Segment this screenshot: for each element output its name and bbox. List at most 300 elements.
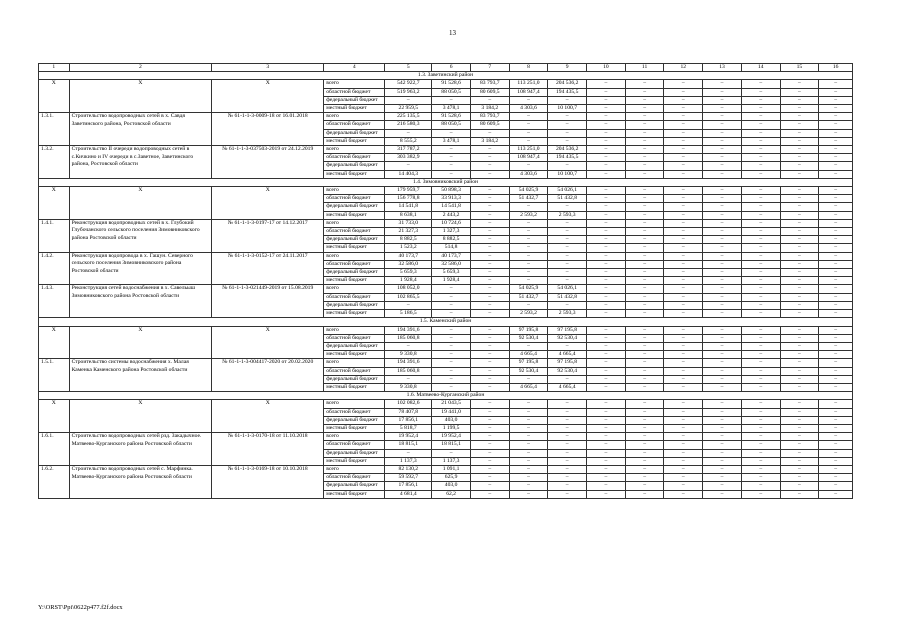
empty-value: – <box>587 195 626 203</box>
empty-value: – <box>780 170 819 178</box>
empty-value: – <box>664 187 703 195</box>
empty-value: – <box>780 474 819 482</box>
amount-value: 156 778,8 <box>385 195 432 203</box>
empty-value: – <box>819 482 853 490</box>
amount-value: – <box>509 433 548 441</box>
funding-source: федеральный бюджет <box>324 301 385 309</box>
empty-value: – <box>625 301 664 309</box>
empty-value: – <box>819 187 853 195</box>
amount-value: – <box>509 277 548 285</box>
empty-value: – <box>625 80 664 88</box>
amount-value: 303 382,9 <box>385 154 432 162</box>
empty-value: – <box>741 113 780 121</box>
empty-value: – <box>625 252 664 260</box>
column-number: 13 <box>703 64 742 72</box>
funding-source: всего <box>324 219 385 227</box>
funding-source: всего <box>324 285 385 293</box>
amount-value: 2 443,2 <box>432 211 471 219</box>
empty-value: – <box>703 441 742 449</box>
amount-value: 5 659,3 <box>432 269 471 277</box>
empty-value: – <box>780 285 819 293</box>
empty-value: – <box>819 383 853 391</box>
empty-value: – <box>819 269 853 277</box>
empty-value: – <box>819 277 853 285</box>
funding-source: областной бюджет <box>324 474 385 482</box>
amount-value: – <box>470 260 509 268</box>
empty-value: – <box>587 400 626 408</box>
amount-value: 403,0 <box>432 482 471 490</box>
column-number: 14 <box>741 64 780 72</box>
empty-value: – <box>741 301 780 309</box>
empty-value: – <box>741 457 780 465</box>
funding-source: всего <box>324 326 385 334</box>
empty-value: – <box>587 228 626 236</box>
empty-value: – <box>741 88 780 96</box>
amount-value: – <box>548 433 587 441</box>
empty-value: – <box>664 269 703 277</box>
amount-value: – <box>548 408 587 416</box>
empty-value: – <box>625 162 664 170</box>
amount-value: 194 391,6 <box>385 359 432 367</box>
funding-source: областной бюджет <box>324 408 385 416</box>
amount-value: – <box>470 269 509 277</box>
amount-value: 83 793,7 <box>470 113 509 121</box>
amount-value: 92 530,4 <box>548 367 587 375</box>
empty-value: – <box>819 490 853 498</box>
object-name: Реконструкция сетей водоснабжения в х. Савельыш Зимовниковского района Ростовской области <box>69 285 212 318</box>
empty-value: – <box>741 367 780 375</box>
empty-value: – <box>587 408 626 416</box>
empty-value: – <box>703 195 742 203</box>
empty-value: – <box>664 465 703 473</box>
empty-value: – <box>625 359 664 367</box>
item-number: 1.6.1. <box>39 433 70 466</box>
empty-value: – <box>780 129 819 137</box>
empty-value: – <box>780 96 819 104</box>
empty-value: – <box>664 326 703 334</box>
funding-source: всего <box>324 465 385 473</box>
table-row <box>39 187 853 195</box>
item-number: 1.5.1. <box>39 359 70 392</box>
empty-value: – <box>625 269 664 277</box>
empty-value: – <box>703 269 742 277</box>
empty-value: – <box>625 203 664 211</box>
amount-value: – <box>385 449 432 457</box>
amount-value: – <box>548 441 587 449</box>
empty-value: – <box>819 465 853 473</box>
funding-source: местный бюджет <box>324 457 385 465</box>
amount-value: – <box>509 236 548 244</box>
empty-value: – <box>664 129 703 137</box>
registration-number: X <box>212 326 324 359</box>
amount-value: – <box>470 441 509 449</box>
empty-value: – <box>780 351 819 359</box>
empty-value: – <box>587 457 626 465</box>
amount-value: – <box>548 375 587 383</box>
empty-value: – <box>625 129 664 137</box>
amount-value: 10 100,7 <box>548 105 587 113</box>
amount-value: 92 530,4 <box>548 334 587 342</box>
funding-source: всего <box>324 252 385 260</box>
empty-value: – <box>703 236 742 244</box>
amount-value: – <box>470 301 509 309</box>
amount-value: – <box>509 400 548 408</box>
funding-source: областной бюджет <box>324 195 385 203</box>
empty-value: – <box>780 80 819 88</box>
empty-value: – <box>664 310 703 318</box>
empty-value: – <box>664 408 703 416</box>
funding-source: федеральный бюджет <box>324 449 385 457</box>
amount-value: – <box>548 490 587 498</box>
amount-value: – <box>432 293 471 301</box>
empty-value: – <box>819 400 853 408</box>
empty-value: – <box>664 195 703 203</box>
empty-value: – <box>625 334 664 342</box>
empty-value: – <box>741 96 780 104</box>
funding-source: федеральный бюджет <box>324 416 385 424</box>
column-number: 1 <box>39 64 70 72</box>
amount-value: – <box>470 326 509 334</box>
amount-value: 5 659,3 <box>385 269 432 277</box>
empty-value: – <box>625 170 664 178</box>
amount-value: – <box>470 383 509 391</box>
item-number: X <box>39 400 70 433</box>
amount-value: – <box>509 269 548 277</box>
empty-value: – <box>587 154 626 162</box>
empty-value: – <box>741 375 780 383</box>
amount-value: – <box>548 301 587 309</box>
amount-value: – <box>470 433 509 441</box>
object-name: X <box>69 187 212 220</box>
column-number: 9 <box>548 64 587 72</box>
empty-value: – <box>819 154 853 162</box>
empty-value: – <box>587 474 626 482</box>
amount-value: – <box>509 252 548 260</box>
empty-value: – <box>780 219 819 227</box>
empty-value: – <box>819 359 853 367</box>
section-title: 1.4. Зимовниковский район <box>39 178 853 186</box>
empty-value: – <box>703 146 742 154</box>
amount-value: 3 478,1 <box>432 137 471 145</box>
empty-value: – <box>587 359 626 367</box>
column-number: 4 <box>324 64 385 72</box>
empty-value: – <box>587 375 626 383</box>
table-row <box>39 359 853 367</box>
empty-value: – <box>741 441 780 449</box>
amount-value: – <box>509 137 548 145</box>
empty-value: – <box>587 146 626 154</box>
amount-value: 5 818,7 <box>385 424 432 432</box>
empty-value: – <box>741 219 780 227</box>
amount-value: 21 327,3 <box>385 228 432 236</box>
amount-value: 9 330,8 <box>385 383 432 391</box>
amount-value: 10 100,7 <box>548 170 587 178</box>
amount-value: – <box>470 359 509 367</box>
empty-value: – <box>819 474 853 482</box>
amount-value: – <box>470 277 509 285</box>
empty-value: – <box>780 441 819 449</box>
funding-source: местный бюджет <box>324 424 385 432</box>
amount-value: 14 404,3 <box>385 170 432 178</box>
amount-value: 78 407,8 <box>385 408 432 416</box>
empty-value: – <box>703 105 742 113</box>
amount-value: – <box>548 113 587 121</box>
funding-source: местный бюджет <box>324 105 385 113</box>
empty-value: – <box>625 105 664 113</box>
empty-value: – <box>703 482 742 490</box>
empty-value: – <box>741 416 780 424</box>
empty-value: – <box>625 195 664 203</box>
table-row <box>39 465 853 473</box>
empty-value: – <box>780 228 819 236</box>
amount-value: 51 432,8 <box>548 293 587 301</box>
column-number: 7 <box>470 64 509 72</box>
empty-value: – <box>664 482 703 490</box>
registration-number: № 61-1-1-3-021449-2019 от 15.08.2019 <box>212 285 324 318</box>
amount-value: – <box>432 162 471 170</box>
empty-value: – <box>664 203 703 211</box>
funding-source: областной бюджет <box>324 88 385 96</box>
amount-value: – <box>385 162 432 170</box>
empty-value: – <box>703 137 742 145</box>
amount-value: 108 052,0 <box>385 285 432 293</box>
empty-value: – <box>741 105 780 113</box>
empty-value: – <box>780 187 819 195</box>
table-row <box>39 400 853 408</box>
amount-value: – <box>509 474 548 482</box>
amount-value: – <box>548 252 587 260</box>
empty-value: – <box>625 482 664 490</box>
empty-value: – <box>741 408 780 416</box>
funding-source: местный бюджет <box>324 170 385 178</box>
empty-value: – <box>741 170 780 178</box>
amount-value: – <box>509 301 548 309</box>
empty-value: – <box>819 170 853 178</box>
amount-value: – <box>470 367 509 375</box>
empty-value: – <box>780 334 819 342</box>
empty-value: – <box>587 88 626 96</box>
table-row <box>39 146 853 154</box>
empty-value: – <box>664 285 703 293</box>
empty-value: – <box>703 277 742 285</box>
object-name: X <box>69 400 212 433</box>
empty-value: – <box>780 400 819 408</box>
amount-value: – <box>432 383 471 391</box>
amount-value: 1 327,3 <box>432 228 471 236</box>
empty-value: – <box>587 269 626 277</box>
object-name: Строительство II очереди водопроводных сетей в с.Кичкино и IV очереди в с.Заветное, Заветинского района, Ростовской области <box>69 146 212 179</box>
empty-value: – <box>780 301 819 309</box>
section-title: 1.5. Каменский район <box>39 318 853 326</box>
empty-value: – <box>625 293 664 301</box>
empty-value: – <box>625 383 664 391</box>
item-number: 1.4.3. <box>39 285 70 318</box>
empty-value: – <box>819 326 853 334</box>
empty-value: – <box>664 474 703 482</box>
empty-value: – <box>703 170 742 178</box>
item-number: 1.3.1. <box>39 113 70 146</box>
registration-number: № 61-1-1-3-0152-17 от 24.11.2017 <box>212 252 324 285</box>
empty-value: – <box>819 121 853 129</box>
empty-value: – <box>703 187 742 195</box>
empty-value: – <box>664 137 703 145</box>
empty-value: – <box>625 310 664 318</box>
amount-value: 14 541,8 <box>385 203 432 211</box>
amount-value: – <box>548 342 587 350</box>
amount-value: 108 947,4 <box>509 154 548 162</box>
amount-value: – <box>509 416 548 424</box>
empty-value: – <box>587 301 626 309</box>
empty-value: – <box>819 88 853 96</box>
amount-value: 8 638,1 <box>385 211 432 219</box>
empty-value: – <box>819 252 853 260</box>
empty-value: – <box>625 244 664 252</box>
empty-value: – <box>587 162 626 170</box>
empty-value: – <box>587 433 626 441</box>
empty-value: – <box>780 162 819 170</box>
amount-value: 97 195,8 <box>548 326 587 334</box>
funding-source: местный бюджет <box>324 490 385 498</box>
amount-value: 542 922,7 <box>385 80 432 88</box>
empty-value: – <box>780 293 819 301</box>
empty-value: – <box>587 490 626 498</box>
amount-value: – <box>470 195 509 203</box>
empty-value: – <box>664 359 703 367</box>
amount-value: – <box>548 277 587 285</box>
empty-value: – <box>587 342 626 350</box>
amount-value: – <box>470 424 509 432</box>
amount-value: – <box>509 457 548 465</box>
empty-value: – <box>703 301 742 309</box>
amount-value: 8 882,5 <box>385 236 432 244</box>
amount-value: – <box>548 482 587 490</box>
empty-value: – <box>741 383 780 391</box>
funding-source: местный бюджет <box>324 310 385 318</box>
registration-number: № 61-1-1-3-0197-17 от 14.12.2017 <box>212 219 324 252</box>
amount-value: – <box>509 219 548 227</box>
amount-value: 2 593,3 <box>548 310 587 318</box>
column-number: 3 <box>212 64 324 72</box>
funding-source: местный бюджет <box>324 351 385 359</box>
empty-value: – <box>664 301 703 309</box>
amount-value: – <box>432 285 471 293</box>
empty-value: – <box>819 367 853 375</box>
empty-value: – <box>703 96 742 104</box>
object-name: Строительство водопроводных сетей в х. Савдя Заветинского района, Ростовской области <box>69 113 212 146</box>
column-number: 16 <box>819 64 853 72</box>
empty-value: – <box>587 326 626 334</box>
amount-value: – <box>432 367 471 375</box>
registration-number: X <box>212 400 324 433</box>
amount-value: 32 586,0 <box>432 260 471 268</box>
amount-value: 102 082,6 <box>385 400 432 408</box>
empty-value: – <box>625 351 664 359</box>
amount-value: 2 593,2 <box>509 310 548 318</box>
empty-value: – <box>741 137 780 145</box>
empty-value: – <box>664 244 703 252</box>
amount-value: 1 137,3 <box>432 457 471 465</box>
empty-value: – <box>780 260 819 268</box>
empty-value: – <box>664 80 703 88</box>
empty-value: – <box>741 285 780 293</box>
empty-value: – <box>587 105 626 113</box>
empty-value: – <box>741 482 780 490</box>
amount-value: 2 593,2 <box>509 211 548 219</box>
empty-value: – <box>625 211 664 219</box>
amount-value: 4 303,6 <box>509 105 548 113</box>
item-number: 1.4.1. <box>39 219 70 252</box>
amount-value: – <box>509 113 548 121</box>
empty-value: – <box>819 203 853 211</box>
amount-value: – <box>385 96 432 104</box>
funding-source: всего <box>324 433 385 441</box>
amount-value: – <box>509 449 548 457</box>
empty-value: – <box>741 326 780 334</box>
empty-value: – <box>587 277 626 285</box>
empty-value: – <box>664 433 703 441</box>
page-number: 13 <box>449 29 456 37</box>
empty-value: – <box>664 105 703 113</box>
amount-value: 62,2 <box>432 490 471 498</box>
amount-value: 625,9 <box>432 474 471 482</box>
empty-value: – <box>664 424 703 432</box>
amount-value: – <box>509 375 548 383</box>
empty-value: – <box>703 457 742 465</box>
empty-value: – <box>587 260 626 268</box>
empty-value: – <box>664 252 703 260</box>
amount-value: – <box>548 129 587 137</box>
empty-value: – <box>741 490 780 498</box>
empty-value: – <box>819 244 853 252</box>
empty-value: – <box>741 211 780 219</box>
amount-value: 10 724,6 <box>432 219 471 227</box>
empty-value: – <box>741 195 780 203</box>
empty-value: – <box>741 474 780 482</box>
empty-value: – <box>587 219 626 227</box>
amount-value: – <box>548 96 587 104</box>
empty-value: – <box>587 424 626 432</box>
table-row <box>39 113 853 121</box>
empty-value: – <box>664 449 703 457</box>
empty-value: – <box>587 252 626 260</box>
empty-value: – <box>664 146 703 154</box>
empty-value: – <box>664 334 703 342</box>
empty-value: – <box>780 252 819 260</box>
empty-value: – <box>625 367 664 375</box>
empty-value: – <box>703 416 742 424</box>
funding-source: федеральный бюджет <box>324 162 385 170</box>
section-row <box>39 392 853 400</box>
amount-value: 1 928,4 <box>432 277 471 285</box>
amount-value: – <box>470 96 509 104</box>
empty-value: – <box>741 449 780 457</box>
empty-value: – <box>587 383 626 391</box>
amount-value: – <box>548 137 587 145</box>
amount-value: – <box>548 269 587 277</box>
amount-value: 4 681,4 <box>385 490 432 498</box>
amount-value: 5 186,5 <box>385 310 432 318</box>
amount-value: 1 091,1 <box>432 465 471 473</box>
empty-value: – <box>819 236 853 244</box>
amount-value: 1 928,4 <box>385 277 432 285</box>
amount-value: – <box>548 424 587 432</box>
empty-value: – <box>741 359 780 367</box>
empty-value: – <box>780 88 819 96</box>
empty-value: – <box>819 260 853 268</box>
table-row <box>39 326 853 334</box>
empty-value: – <box>625 326 664 334</box>
amount-value: – <box>509 203 548 211</box>
